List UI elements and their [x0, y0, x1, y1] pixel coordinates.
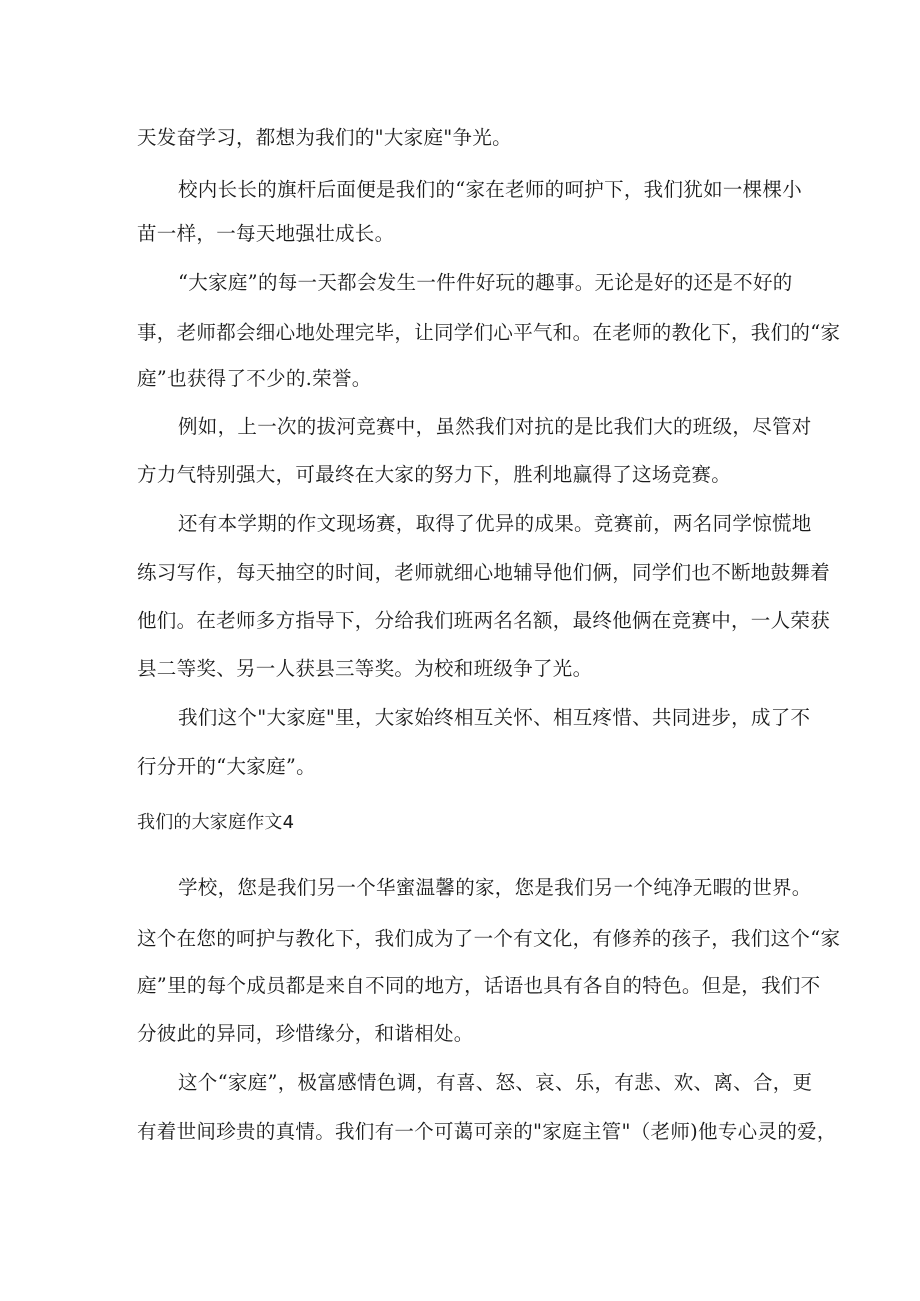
text-line: 行分开的“大家庭”。 — [137, 755, 316, 778]
paragraph-line: 我们这个"大家庭"里，大家始终相互关怀、相互疼惜、共同进步，成了不 — [178, 706, 811, 729]
text-line: 苗一样，一每天地强壮成长。 — [137, 222, 395, 245]
text-line: 有着世间珍贵的真情。我们有一个可蔼可亲的"家庭主管"（老师)他专心灵的爱， — [137, 1120, 837, 1143]
paragraph-line: 还有本学期的作文现场赛，取得了优异的成果。竞赛前，两名同学惊慌地 — [178, 512, 812, 535]
text-line: 方力气特别强大，可最终在大家的努力下，胜利地赢得了这场竞赛。 — [137, 463, 732, 486]
text-line: 这个在您的呵护与教化下，我们成为了一个有文化，有修养的孩子，我们这个“家 — [137, 927, 841, 950]
text-line: 县二等奖、另一人获县三等奖。为校和班级争了光。 — [137, 657, 593, 680]
text-line: 练习写作，每天抽空的时间，老师就细心地辅导他们俩，同学们也不断地鼓舞着 — [137, 561, 831, 584]
text-line: 事，老师都会细心地处理完毕，让同学们心平气和。在老师的教化下，我们的“家 — [137, 321, 841, 344]
text-line: 分彼此的异同，珍惜缘分，和谐相处。 — [137, 1022, 474, 1045]
text-line: 天发奋学习，都想为我们的"大家庭"争光。 — [137, 126, 512, 149]
text-line: 他们。在老师多方指导下，分给我们班两名名额，最终他俩在竞赛中，一人荣获 — [137, 609, 831, 632]
text-line: 庭”也获得了不少的.荣誉。 — [137, 367, 372, 390]
text-line: 庭”里的每个成员都是来自不同的地方，话语也具有各自的特色。但是，我们不 — [137, 974, 821, 997]
paragraph-line: 这个“家庭”，极富感情色调，有喜、怒、哀、乐，有悲、欢、离、合，更 — [178, 1071, 813, 1094]
section-heading: 我们的大家庭作文4 — [137, 812, 295, 833]
paragraph-line: 校内长长的旗杆后面便是我们的“家在老师的呵护下，我们犹如一棵棵小 — [178, 178, 803, 201]
paragraph-line: 例如，上一次的拔河竞赛中，虽然我们对抗的是比我们大的班级，尽管对 — [178, 415, 812, 438]
paragraph-line: 学校，您是我们另一个华蜜温馨的家，您是我们另一个纯净无暇的世界。 — [178, 876, 812, 899]
paragraph-line: “大家庭”的每一天都会发生一件件好玩的趣事。无论是好的还是不好的 — [178, 271, 793, 294]
